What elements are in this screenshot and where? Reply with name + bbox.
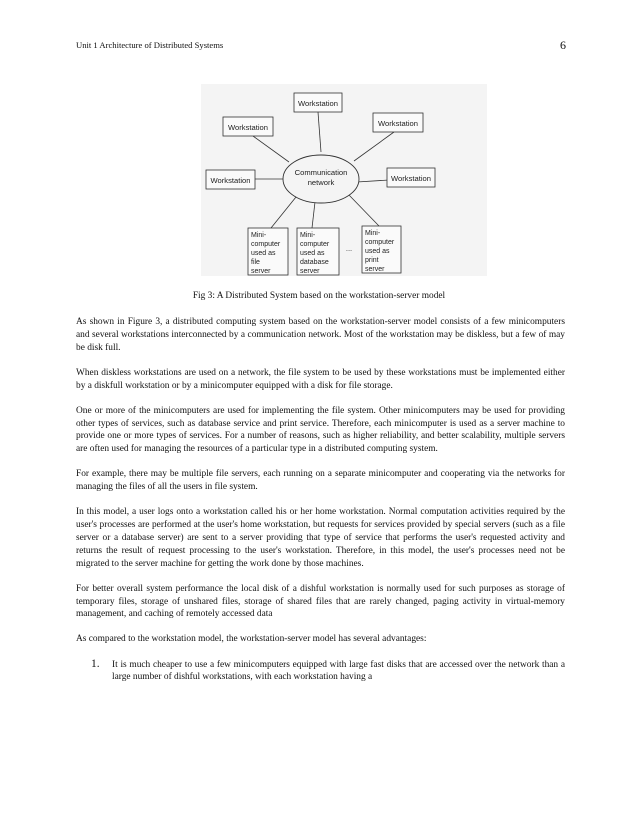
list-item-text: It is much cheaper to use a few minicomputers equipped with large fast disks that are accessed over the network than a large number of dishful workstations, with each workstation having a	[112, 659, 565, 683]
paragraph-7: As compared to the workstation model, the workstation-server model has several advantages:	[76, 634, 427, 645]
workstation-top-label: Workstation	[298, 99, 338, 108]
svg-text:computer: computer	[300, 241, 330, 248]
svg-text:used as: used as	[300, 250, 325, 257]
link-top	[318, 112, 321, 152]
diagram-svg	[201, 84, 487, 276]
svg-text:file: file	[251, 259, 260, 266]
ellipsis-more-servers: ...	[345, 244, 353, 253]
body-text	[76, 316, 565, 684]
svg-text:Mini-: Mini-	[251, 232, 267, 239]
link-print-server	[349, 195, 379, 226]
svg-text:Mini-: Mini-	[300, 232, 316, 239]
paragraph-6: For better overall system performance the local disk of a dishful workstation is normally used for such purposes as storage of temporary files, storage of unshared files, storage of shared files that are rarely changed, paging activity in virtual-memory management, and caching of remotely accessed data	[76, 583, 565, 620]
workstation-upper-left-label: Workstation	[228, 123, 268, 132]
paragraph-1: As shown in Figure 3, a distributed computing system based on the workstation-server model consists of a few minicomputers and several workstations interconnected by a communication network. Most of the workstation may be diskless, but a few of may be disk full.	[76, 317, 565, 353]
svg-text:server: server	[300, 268, 320, 275]
list-item-number: 1.	[91, 657, 100, 670]
workstation-left-label: Workstation	[210, 176, 251, 185]
page-number: 6	[560, 38, 566, 52]
link-upper-right	[354, 132, 394, 161]
workstation-right-label: Workstation	[391, 174, 431, 183]
svg-text:used as: used as	[365, 248, 390, 255]
network-diagram	[201, 84, 487, 276]
svg-text:computer: computer	[365, 239, 395, 246]
svg-text:server: server	[365, 266, 385, 273]
link-database-server	[312, 202, 315, 228]
workstation-upper-right-label: Workstation	[378, 119, 418, 128]
paragraph-5: In this model, a user logs onto a workstation called his or her home workstation. Normal computation activities required by the user's processes are performed at the user's home workstation, but requests for services provided by special servers (such as a file server or a database server) are sent to a server providing that type of service that performs the user's requested activity and returns the result of request processing to the user's workstation. Therefore, in this model, the user's processes need not be migrated to the server machine for getting the work done by those machines.	[76, 507, 565, 569]
paragraph-4: For example, there may be multiple file servers, each running on a separate minicomputer and cooperating via the networks for managing the files of all the users in file system.	[76, 469, 565, 493]
svg-text:database: database	[300, 259, 329, 266]
paragraph-3: One or more of the minicomputers are used for implementing the file system. Other minicomputers may be used for providing other types of services, such as database service and print service. Therefore, each minicomputer is used as a server machine to provide one or more types of services. For a number of reasons, such as higher reliability, and better scalability, multiple servers are often used for managing the resources of a particular type in a distributed computing system.	[76, 405, 565, 455]
svg-text:Mini-: Mini-	[365, 230, 381, 237]
svg-text:print: print	[365, 257, 379, 264]
paragraph-2: When diskless workstations are used on a network, the file system to be used by these workstations must be implemented either by a diskfull workstation or by a minicomputer equipped with a disk for file storage.	[76, 367, 565, 391]
list-item	[76, 659, 565, 685]
link-right	[357, 180, 389, 182]
network-label-line2: network	[307, 178, 335, 187]
link-upper-left	[253, 136, 289, 162]
network-label-line1: Communication	[294, 168, 348, 177]
page-header	[76, 40, 566, 54]
link-file-server	[271, 197, 296, 228]
svg-text:used as: used as	[251, 250, 276, 257]
header-title: Unit 1 Architecture of Distributed Systems	[76, 40, 224, 50]
svg-text:server: server	[251, 268, 271, 275]
figure-caption: Fig 3: A Distributed System based on the workstation-server model	[192, 291, 446, 301]
svg-text:computer: computer	[251, 241, 281, 248]
